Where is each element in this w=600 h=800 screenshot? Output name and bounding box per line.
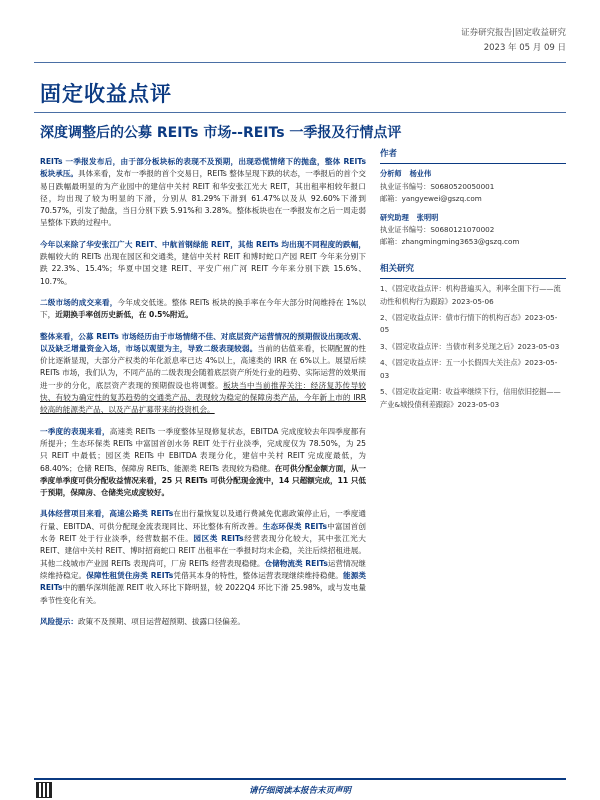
p6-highlight-5: 保障性租赁住房类 REITs bbox=[86, 570, 174, 580]
paragraph-6 bbox=[40, 508, 366, 606]
p6-text-2: 中富国首创水务 REIT 处于行业淡季，经营数据不佳。 bbox=[40, 521, 367, 544]
p3-emphasis: 近期换手率创历史新低，在 0.5%附近。 bbox=[55, 310, 193, 320]
p2-text: 跌幅较大的 REITs 出现在园区和交通类，建信中关村 REIT 和博时蛇口产园 REIT 今年来分别下跌 22.3%、15.4%；华夏中国交建 REIT、平安广州广河 REIT 今年来分别下跌 15.6%、10.7%。 bbox=[40, 252, 366, 286]
author-cert: 执业证书编号：S0680520050001 bbox=[380, 181, 495, 191]
p6-highlight-4: 仓储物流类 REITs bbox=[264, 558, 328, 568]
paragraph-4 bbox=[40, 331, 366, 417]
p1-text: 具体来看，发布一季报的首个交易日，REITs 整体呈现下跌的状态，一季报后的首个交易日跌幅最明显的为产业园中的建信中关村 REIT 和华安张江光大 REIT，其出租率相较年报口径，均出现了较为明显的下滑，分别从 81.29%下滑到 61.47%以及从 92.60%下滑到 70.57%，引发了抛盘，当日分别下跌 5.91%和 3.28%。整体板块也在一季报发布之后一周走弱呈整体下跌的过程中。 bbox=[40, 169, 367, 228]
related-item[interactable]: 2、《固定收益点评：债市行情下的机构百态》2023-05-05 bbox=[380, 313, 558, 335]
p4-highlight: 整体来看，公募 REITs 市场经历由于市场情绪不佳、对底层资产运营情况的预期假设出现改观、以及缺乏增量资金入场，市场以观望为主，导致二级表现较弱。 bbox=[40, 331, 366, 353]
author-name: 杨业伟 bbox=[409, 169, 432, 179]
p6-highlight-2: 生态环保类 REITs bbox=[262, 521, 328, 531]
author-entry bbox=[380, 168, 566, 205]
author-heading: 作者 bbox=[380, 146, 566, 164]
author-cert: 执业证书编号：S0680121070002 bbox=[380, 225, 495, 235]
p4-text: 当前的估值来看，长期配置的性价比逐渐显现，大部分产权类的年化派息率已达 4%以上，高速类的 IRR 在 6%以上。展望后续 REITs 市场，我们认为，不同产品的二级表现会随着底层资产所处行业的趋势、实际运营的效果而进一步的分化，底层资产表现的预期假设也将调整。 bbox=[40, 343, 367, 390]
footer-divider bbox=[34, 778, 566, 780]
related-item[interactable]: 5、《固定收益定期：收益率继续下行，信用依旧挖掘——产业&城投债利差跟踪》2023-05-03 bbox=[380, 387, 561, 409]
author-email[interactable]: 邮箱：zhangmingming3653@gszq.com bbox=[380, 237, 520, 247]
paragraph-1 bbox=[40, 156, 366, 230]
p6-highlight-6: 能源类 REITs bbox=[40, 570, 367, 593]
footer-disclaimer: 请仔细阅读本报告末页声明 bbox=[248, 786, 351, 796]
p6-text-3: 经营表现分化较大，其中张江光大 REIT、建信中关村 REIT、博时招商蛇口 REIT 出租率在一季报时均未企稳，关注后续招租进展。其他二线城市产业园 REITs 表现尚可，厂房 REITs 经营表现稳健。 bbox=[40, 534, 367, 568]
related-item[interactable]: 1、《固定收益点评：机构普遍买入，利率全面下行——流动性和机构行为跟踪》2023-05-06 bbox=[380, 284, 561, 306]
paragraph-3 bbox=[40, 297, 366, 322]
related-heading: 相关研究 bbox=[380, 261, 566, 279]
report-header bbox=[461, 26, 566, 56]
author-entry bbox=[380, 212, 566, 249]
author-email[interactable]: 邮箱：yangyewei@gszq.com bbox=[380, 194, 482, 204]
p4-underlined: 板块当中当前推荐关注：经济复苏传导较快、有较为确定性的复苏趋势的交通类产品、表现较为稳定的保障房类产品，今年新上市的 IRR 较高的能源类产品、以及产品扩募带来的投资机会。 bbox=[40, 380, 367, 415]
p6-text: 在出行量恢复以及通行费减免优惠政策停止后，一季度通行量、EBITDA、可供分配现金流表现同比、环比整体有所改善。 bbox=[40, 509, 366, 531]
p6-text-4: 运营情况继续维持稳定。 bbox=[40, 558, 366, 580]
risk-label: 风险提示： bbox=[40, 616, 78, 626]
p3-highlight: 二级市场的成交来看， bbox=[40, 297, 118, 307]
header-divider bbox=[34, 62, 566, 63]
sidebar bbox=[380, 146, 566, 415]
p6-text-6: 中的鹏华深圳能源 REIT 收入环比下降明显，较 2022Q4 环比下滑 25.98%，或与发电量季节性变化有关。 bbox=[40, 583, 366, 605]
report-category: 证券研究报告|固定收益研究 bbox=[461, 28, 566, 38]
p3-text: 今年成交低迷。整体 REITs 板块的换手率在今年大部分时间维持在 1%以下， bbox=[40, 297, 367, 320]
p1-highlight: REITs 一季报发布后，由于部分板块标的表现不及预期，出现恐慌情绪下的抛盘，整体 REITs 板块承压。 bbox=[40, 157, 366, 179]
section-title: 固定收益点评 bbox=[40, 81, 172, 106]
p2-highlight: 今年以来除了华安张江广大 REIT、中航首钢绿能 REIT，其他 REITs 均出现不同程度的跌幅， bbox=[40, 239, 366, 249]
p5-emphasis: 在可供分配金额方面，从一季度单季度可供分配收益情况来看，25 只 REITs 可供分配现金流中，14 只超额完成，11 只低于预期，保障房、仓储类完成度较好。 bbox=[40, 463, 367, 498]
page-title: 深度调整后的公募 REITs 市场--REITs 一季报及行情点评 bbox=[40, 125, 402, 141]
report-date: 2023 年 05 月 09 日 bbox=[483, 43, 566, 53]
related-item[interactable]: 3、《固定收益点评：当债市利多兑现之后》2023-05-03 bbox=[380, 341, 560, 351]
risk-text: 政策不及预期、项目运营超预期、拔露口径偏差。 bbox=[77, 616, 246, 626]
p6-highlight-3: 园区类 REITs bbox=[193, 534, 244, 544]
p5-text: 高速类 REITs 一季度整体呈现修复状态，EBITDA 完成度较去年四季度都有所提升；生态环保类 REITs 中富国首创水务 REIT 处于行业淡季，完成度仅为 78.50%，为 25 只 REIT 中最低；园区类 REITs 中 EBITDA 表现分化，建信中关村 REIT 完成度最低，为 68.40%；仓储 REITs、保障房 REITs、能源类 REITs 表现较为稳健。 bbox=[40, 426, 367, 473]
title-divider bbox=[34, 112, 566, 113]
report-body bbox=[40, 156, 366, 637]
paragraph-2 bbox=[40, 239, 366, 288]
author-name: 张明明 bbox=[416, 212, 439, 222]
p5-highlight: 一季度的表现来看， bbox=[40, 426, 110, 436]
author-role: 研究助理 bbox=[380, 212, 409, 222]
p6-highlight: 具体经营项目来看，高速公路类 REITs bbox=[40, 509, 174, 519]
paragraph-5 bbox=[40, 426, 366, 500]
risk-note bbox=[40, 616, 366, 628]
author-role: 分析师 bbox=[380, 169, 402, 179]
related-item[interactable]: 4、《固定收益点评：五一小长假四大关注点》2023-05-03 bbox=[380, 358, 558, 380]
p6-text-5: 凭借其本身的特性，整体运营表现继续维持稳健。 bbox=[173, 570, 343, 580]
